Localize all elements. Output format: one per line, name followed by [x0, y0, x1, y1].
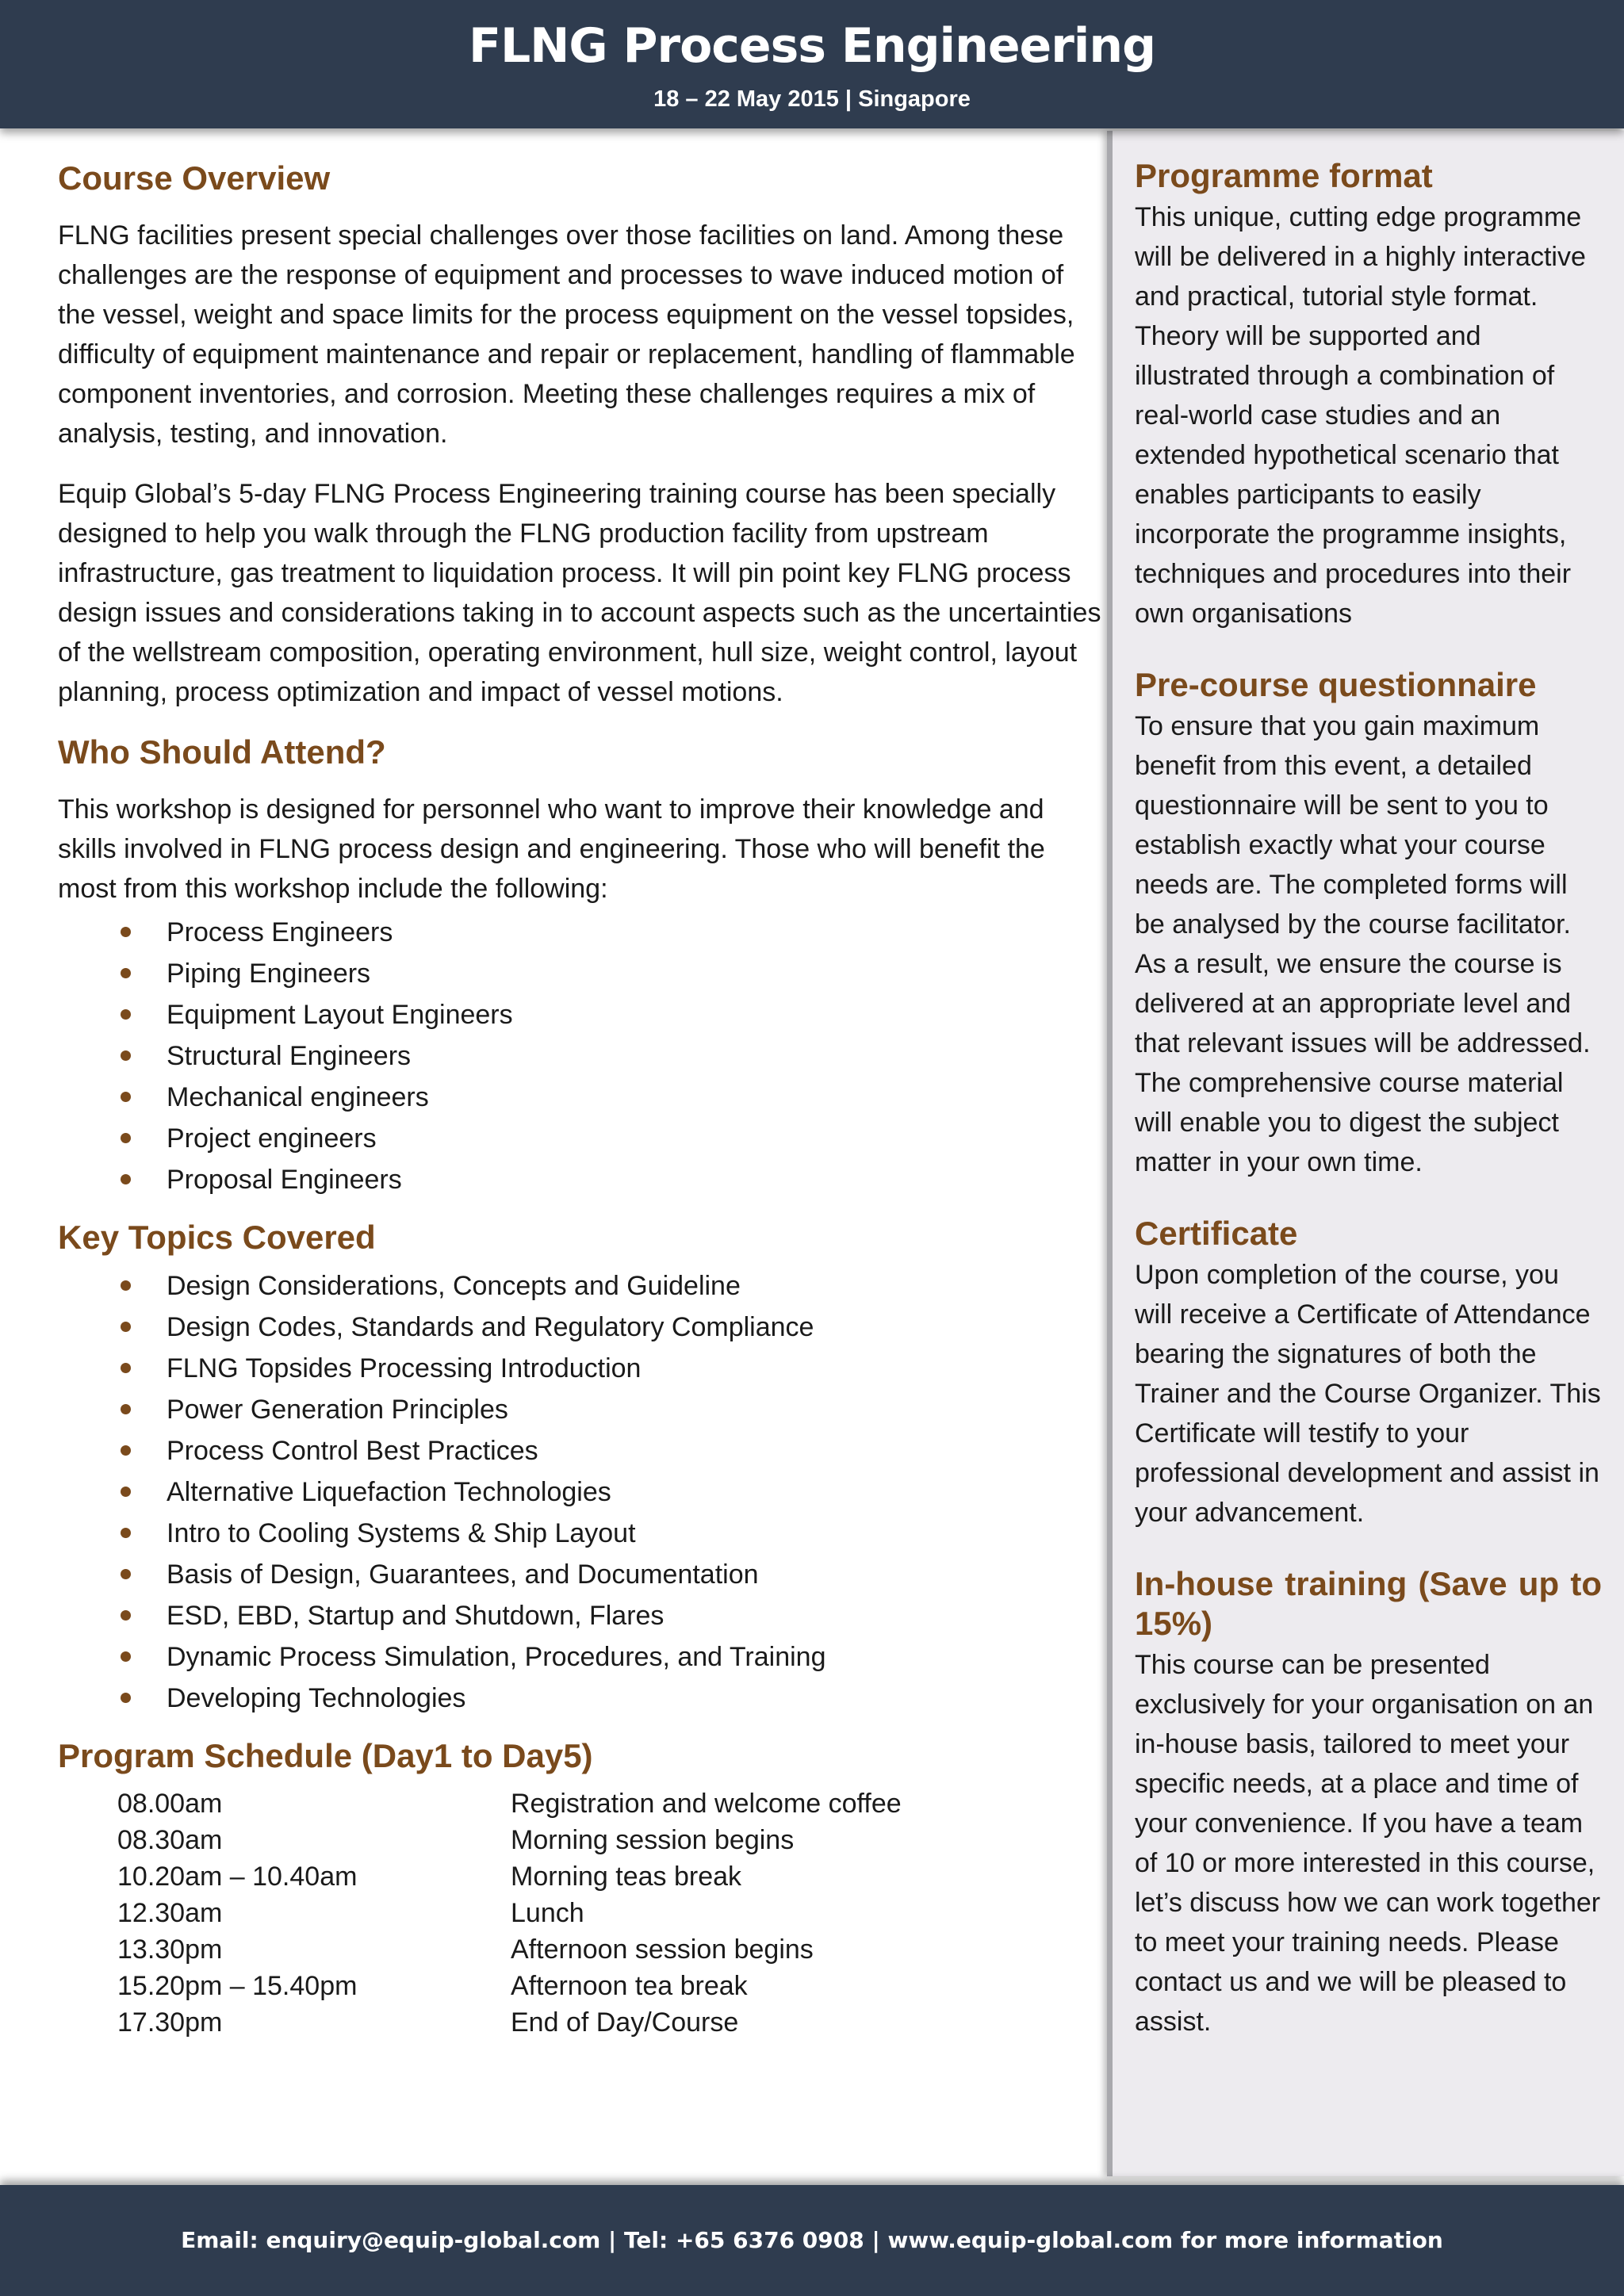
event-date-location: 18 – 22 May 2015 | Singapore: [653, 86, 971, 112]
schedule-time: 12.30am: [117, 1898, 223, 1928]
schedule-time: 08.00am: [117, 1789, 223, 1819]
inhouse-text: This course can be presented exclusively for your organisation on an in-house basis, tailored to meet your specific needs, at a place and time of your convenience. If you have a team of 10 or more interested in this course, let’s discuss how we can work together to meet your training needs. Please contact us and we will be pleased to assist.: [1135, 1650, 1601, 2037]
inhouse-heading: In-house training (Save up to 15%): [1135, 1565, 1602, 1642]
list-item: Developing Technologies: [58, 1678, 1106, 1719]
list-item: Basis of Design, Guarantees, and Documentation: [58, 1554, 1106, 1595]
sidebar: [1107, 131, 1624, 2176]
list-item: Power Generation Principles: [58, 1389, 1106, 1430]
schedule-table: [58, 1785, 1106, 2041]
overview-paragraph: FLNG facilities present special challenges over those facilities on land. Among these challenges are the response of equipment and processes to wave induced motion of the vessel, weight and space limits for the process equipment on the vessel topsides, difficulty of equipment maintenance and repair or replacement, handling of flammable component inventories, and corrosion. Meeting these challenges requires a mix of analysis, testing, and innovation.: [58, 220, 1075, 449]
schedule-row: [58, 1822, 1106, 1858]
schedule-row: [58, 1931, 1106, 1968]
attend-intro: This workshop is designed for personnel who want to improve their knowledge and skills involved in FLNG process design and engineering. Those who will benefit the most from this workshop include the following:: [58, 794, 1045, 904]
list-item: Structural Engineers: [58, 1035, 1106, 1077]
list-item: Process Control Best Practices: [58, 1430, 1106, 1471]
list-item: Mechanical engineers: [58, 1077, 1106, 1118]
schedule-activity: Registration and welcome coffee: [511, 1789, 902, 1819]
list-item: Project engineers: [58, 1118, 1106, 1159]
list-item: Process Engineers: [58, 912, 1106, 953]
schedule-heading: Program Schedule (Day1 to Day5): [58, 1737, 593, 1774]
topics-list: [58, 1265, 1106, 1719]
questionnaire-text: To ensure that you gain maximum benefit from this event, a detailed questionnaire will be sent to you to establish exactly what your course needs are. The completed forms will be analysed by the course facilitator. As a result, we ensure the course is delivered at an appropriate level and that relevant issues will be addressed. The comprehensive course material will enable you to digest the subject matter in your own time.: [1135, 711, 1591, 1177]
schedule-row: [58, 1858, 1106, 1895]
list-item: FLNG Topsides Processing Introduction: [58, 1348, 1106, 1389]
page-title: FLNG Process Engineering: [468, 18, 1156, 74]
list-item: ESD, EBD, Startup and Shutdown, Flares: [58, 1595, 1106, 1636]
list-item: Design Codes, Standards and Regulatory Compliance: [58, 1307, 1106, 1348]
overview-heading: Course Overview: [58, 159, 331, 197]
schedule-row: [58, 1895, 1106, 1931]
schedule-time: 13.30pm: [117, 1934, 223, 1965]
schedule-time: 08.30am: [117, 1825, 223, 1855]
schedule-time: 17.30pm: [117, 2007, 223, 2038]
overview-paragraph: Equip Global’s 5-day FLNG Process Engineering training course has been specially designed to help you walk through the FLNG production facility from upstream infrastructure, gas treatment to liquidation process. It will pin point key FLNG process design issues and considerations taking in to account aspects such as the uncertainties of the wellstream composition, operating environment, hull size, weight control, layout planning, process optimization and impact of vessel motions.: [58, 479, 1101, 707]
topics-heading: Key Topics Covered: [58, 1219, 376, 1256]
attend-heading: Who Should Attend?: [58, 733, 386, 771]
questionnaire-heading: Pre-course questionnaire: [1135, 666, 1537, 703]
certificate-text: Upon completion of the course, you will receive a Certificate of Attendance bearing the signatures of both the Trainer and the Course Organizer. This Certificate will testify to your professional development and assist in your advancement.: [1135, 1260, 1601, 1528]
programme-format-heading: Programme format: [1135, 157, 1433, 194]
programme-format-text: This unique, cutting edge programme will be delivered in a highly interactive and practical, tutorial style format. Theory will be supported and illustrated through a combination of real-world case studies and an extended hypothetical scenario that enables participants to easily incorporate the programme insights, techniques and procedures into their own organisations: [1135, 202, 1586, 629]
schedule-time: 15.20pm – 15.40pm: [117, 1971, 358, 2001]
schedule-row: [58, 2004, 1106, 2041]
page-footer: [0, 2185, 1624, 2296]
main-content: [58, 159, 1106, 2041]
schedule-activity: Morning teas break: [511, 1862, 742, 1892]
list-item: Piping Engineers: [58, 953, 1106, 994]
certificate-heading: Certificate: [1135, 1215, 1298, 1252]
schedule-row: [58, 1968, 1106, 2004]
schedule-activity: End of Day/Course: [511, 2007, 739, 2038]
schedule-activity: Afternoon session begins: [511, 1934, 814, 1965]
list-item: Equipment Layout Engineers: [58, 994, 1106, 1035]
list-item: Dynamic Process Simulation, Procedures, and Training: [58, 1636, 1106, 1678]
schedule-activity: Lunch: [511, 1898, 584, 1928]
schedule-row: [58, 1785, 1106, 1822]
list-item: Proposal Engineers: [58, 1159, 1106, 1200]
contact-info: Email: enquiry@equip-global.com | Tel: +65 6376 0908 | www.equip-global.com for more information: [181, 2227, 1443, 2253]
attendee-list: [58, 912, 1106, 1200]
list-item: Intro to Cooling Systems & Ship Layout: [58, 1513, 1106, 1554]
schedule-activity: Morning session begins: [511, 1825, 795, 1855]
schedule-activity: Afternoon tea break: [511, 1971, 748, 2001]
list-item: Design Considerations, Concepts and Guideline: [58, 1265, 1106, 1307]
schedule-time: 10.20am – 10.40am: [117, 1862, 358, 1892]
page-header: [0, 0, 1624, 128]
list-item: Alternative Liquefaction Technologies: [58, 1471, 1106, 1513]
